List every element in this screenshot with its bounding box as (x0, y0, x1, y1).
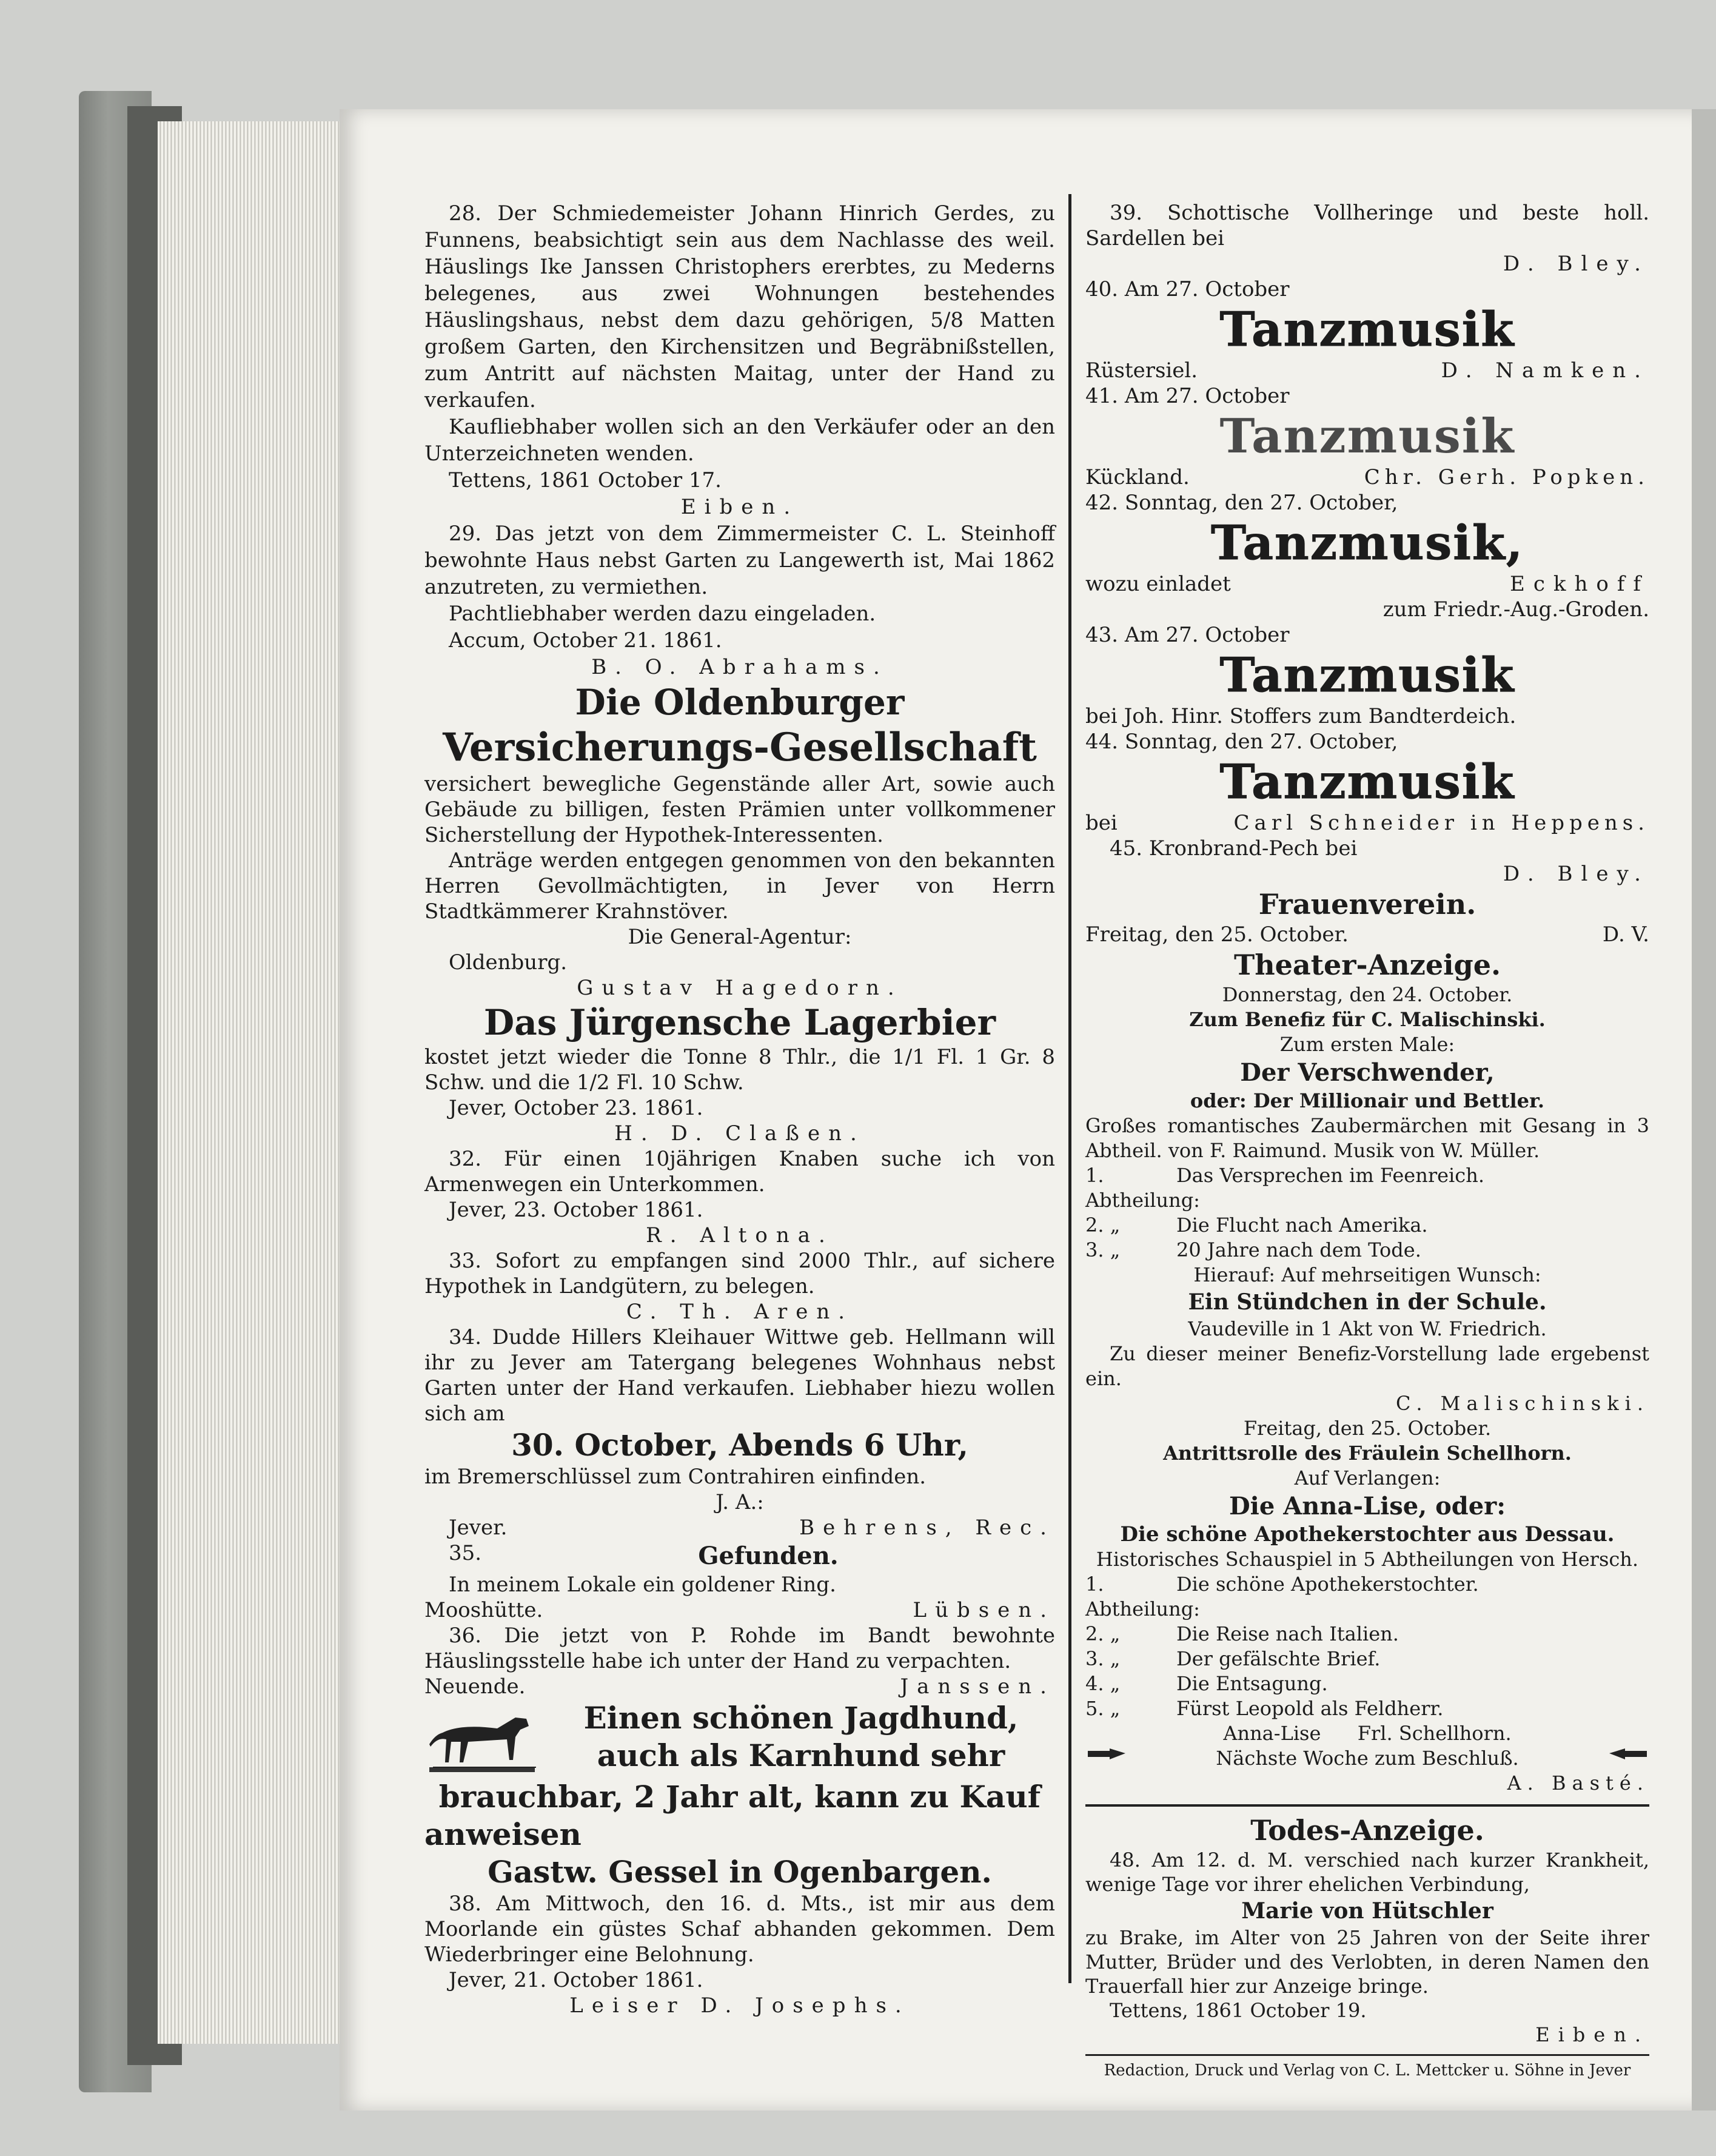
theater-play3: Ein Stündchen in der Schule. (1188, 1289, 1547, 1315)
ad-36-footer (424, 1674, 1055, 1699)
frauen-signature: D. V. (1602, 922, 1649, 947)
dog-line-5: Gastw. Gessel in Ogenbargen. (488, 1854, 992, 1890)
theater-play5: Die schöne Apothekerstochter aus Dessau. (1120, 1522, 1615, 1546)
theater-play: Der Verschwender, (1240, 1058, 1495, 1087)
death-title: Todes-Anzeige. (1250, 1814, 1484, 1847)
ad-35 (424, 1540, 1055, 1623)
theater-date2: Freitag, den 25. October. (1243, 1417, 1492, 1440)
ad-42-place: wozu einladet (1085, 572, 1231, 596)
ad-44 (1085, 729, 1649, 836)
act-title: Fürst Leopold als Feldherr. (1176, 1697, 1444, 1720)
ad-42-footer (1085, 571, 1649, 597)
theater-signature: A. Basté. (1507, 1771, 1649, 1795)
theater-date: Donnerstag, den 24. October. (1222, 983, 1513, 1006)
theater-act-row (1085, 1696, 1649, 1721)
ad-35-title: Gefunden. (698, 1542, 839, 1570)
act-title: Die Entsagung. (1176, 1672, 1328, 1695)
theater-act-row (1085, 1647, 1649, 1671)
act-number: 1. Abtheilung: (1085, 1164, 1200, 1212)
pointing-hand-icon (1607, 1746, 1649, 1762)
theater-cast-role: Anna-Lise (1223, 1722, 1321, 1745)
ad-42 (1085, 490, 1649, 622)
ad-36 (424, 1623, 1055, 1699)
ad-42-sub: zum Friedr.-Aug.-Groden. (1383, 597, 1649, 622)
ad-43-title: Tanzmusik (1219, 648, 1515, 703)
ad-40-footer (1085, 358, 1649, 383)
ad-34-signature: Behrens, Rec. (799, 1516, 1055, 1540)
insurance-title-2: Versicherungs-Gesellschaft (443, 725, 1037, 770)
ad-38-date: Jever, 21. October 1861. (449, 1968, 703, 1992)
ad-32-date: Jever, 23. October 1861. (449, 1198, 703, 1222)
ad-death-notice (1085, 1813, 1649, 2047)
section-rule (1085, 1804, 1649, 1807)
frauen-title: Frauenverein. (1258, 888, 1476, 921)
ad-34-ia: J. A.: (716, 1490, 764, 1514)
facing-page-edge (1692, 109, 1716, 2111)
ad-35-place: Mooshütte. (424, 1598, 543, 1622)
frauen-footer (1085, 922, 1649, 947)
ad-28-signature: Eiben. (680, 495, 799, 519)
beer-date: Jever, October 23. 1861. (449, 1096, 703, 1120)
theater-close: Nächste Woche zum Beschluß. (1216, 1747, 1519, 1770)
theater-act-row (1085, 1572, 1649, 1622)
beer-title: Das Jürgensche Lagerbier (483, 1002, 996, 1043)
dog-header-lines (547, 1699, 1055, 1775)
dog-line-4: anweisen (424, 1816, 581, 1852)
ad-36-signature: Janssen. (900, 1674, 1055, 1699)
ad-42-title: Tanzmusik, (1210, 515, 1524, 571)
ad-38-text: 38. Am Mittwoch, den 16. d. Mts., ist mir aus dem Moorlande ein güstes Schaf abhanden gekommen. Dem Wiederbringer eine Belohnung. (424, 1892, 1055, 1967)
ad-40-place: Rüstersiel. (1085, 358, 1198, 383)
ad-43 (1085, 622, 1649, 729)
theater-play4: Die Anna-Lise, oder: (1228, 1492, 1506, 1520)
act-number: 4. „ (1085, 1672, 1121, 1695)
insurance-place: Oldenburg. (449, 950, 568, 975)
ad-38 (424, 1891, 1055, 2018)
theater-act-row (1085, 1213, 1649, 1238)
ad-29-date: Accum, October 21. 1861. (449, 628, 722, 653)
beer-text: kostet jetzt wieder die Tonne 8 Thlr., die 1/1 Fl. 1 Gr. 8 Schw. und die 1/2 Fl. 10 Schw. (424, 1045, 1055, 1095)
ad-dog (424, 1699, 1055, 1891)
act-title: Die Reise nach Italien. (1176, 1622, 1399, 1645)
imprint-footer: Redaction, Druck und Verlag von C. L. Mettcker u. Söhne in Jever (1085, 2054, 1649, 2083)
act-number: 3. „ (1085, 1647, 1121, 1670)
theater-play2: oder: Der Millionair und Bettler. (1190, 1089, 1545, 1112)
ad-39-signature: D. Bley. (1503, 252, 1649, 276)
ad-41-footer (1085, 465, 1649, 490)
ad-28-date: Tettens, 1861 October 17. (449, 468, 722, 492)
theater-first: Zum ersten Male: (1279, 1033, 1455, 1056)
insurance-text: versichert bewegliche Gegenstände aller Art, sowie auch Gebäude zu billigen, festen Prämien unter vollkommener Sicherstellung der Hypothek-Interessenten. (424, 772, 1055, 847)
ad-44-signature: Carl Schneider in Heppens. (1233, 811, 1649, 835)
insurance-agency: Die General-Agentur: (628, 925, 852, 949)
ad-45 (1085, 836, 1649, 887)
ad-28 (424, 200, 1055, 520)
ad-34-date-big: 30. October, Abends 6 Uhr, (511, 1427, 968, 1463)
ad-34-footer (424, 1515, 1055, 1540)
ad-44-footer (1085, 810, 1649, 836)
theater-act-row (1085, 1163, 1649, 1213)
ad-45-signature: D. Bley. (1503, 862, 1649, 886)
act-number: 1. Abtheilung: (1085, 1573, 1200, 1620)
ad-34-place: Jever. (449, 1516, 508, 1540)
ad-29-text: 29. Das jetzt von dem Zimmermeister C. L. Steinhoff bewohnte Haus nebst Garten zu Langewerth ist, Mai 1862 anzutreten, zu vermiethen. (424, 522, 1055, 599)
death-text2: zu Brake, im Alter von 25 Jahren von der Seite ihrer Mutter, Brüder und des Verlobten, in deren Namen den Trauerfall hier zur Anzeige bringe. (1085, 1926, 1649, 1998)
death-text: 48. Am 12. d. M. verschied nach kurzer Krankheit, wenige Tage vor ihrer ehelichen Verbindung, (1085, 1849, 1649, 1896)
act-title: Die Flucht nach Amerika. (1176, 1214, 1428, 1237)
ad-29-text2: Pachtliebhaber werden dazu eingeladen. (449, 602, 876, 626)
ad-36-text: 36. Die jetzt von P. Rohde im Bandt bewohnte Häuslingsstelle habe ich unter der Hand zu verpachten. (424, 1624, 1055, 1673)
ad-theater (1085, 947, 1649, 1796)
act-number: 5. „ (1085, 1697, 1121, 1720)
theater-invite-signature: C. Malischinski. (1395, 1392, 1649, 1415)
dog-line-2: auch als Karnhund sehr (597, 1738, 1005, 1773)
ad-43-line: 43. Am 27. October (1085, 623, 1290, 647)
ad-35-signature: Lübsen. (913, 1598, 1055, 1622)
ad-41-title: Tanzmusik (1219, 409, 1515, 464)
theater-act-row (1085, 1622, 1649, 1647)
death-date: Tettens, 1861 October 19. (1110, 1999, 1367, 2022)
ad-32-signature: R. Altona. (646, 1223, 834, 1248)
theater-close-row (1085, 1746, 1649, 1771)
ad-36-place: Neuende. (424, 1674, 526, 1699)
ad-28-text: 28. Der Schmiedemeister Johann Hinrich Gerdes, zu Funnens, beabsichtigt sein aus dem Nachlasse des weil. Häuslings Ike Janssen Christophers ererbtes, zu Mederns belegenes, aus zwei Wohnungen bestehendes Häuslingshaus, nebst dem dazu gehörigen, 5/8 Matten großem Garten, den Kirchensitzen und Begräbnißstellen, zum Antritt auf nächsten Maitag, unter der Hand zu verkaufen. (424, 201, 1055, 412)
act-title: Der gefälschte Brief. (1176, 1647, 1381, 1670)
theater-request: Auf Verlangen: (1294, 1466, 1441, 1489)
act-title: 20 Jahre nach dem Tode. (1176, 1238, 1421, 1261)
page-stack (158, 121, 358, 2044)
dog-line-1: Einen schönen Jagdhund, (583, 1700, 1019, 1736)
death-signature: Eiben. (1535, 2023, 1649, 2046)
act-number: 3. „ (1085, 1238, 1121, 1261)
ad-34-text2: im Bremerschlüssel zum Contrahiren einfinden. (424, 1465, 927, 1489)
theater-desc2: Historisches Schauspiel in 5 Abtheilungen von Hersch. (1096, 1548, 1639, 1571)
ad-44-line: 44. Sonntag, den 27. October, (1085, 730, 1398, 754)
ad-40-title: Tanzmusik (1219, 302, 1515, 357)
theater-acts (1085, 1163, 1649, 1263)
ad-41-line: 41. Am 27. October (1085, 384, 1290, 408)
ad-41 (1085, 383, 1649, 490)
theater-desc: Großes romantisches Zaubermärchen mit Gesang in 3 Abtheil. von F. Raimund. Musik von W. Müller. (1085, 1114, 1649, 1162)
dog-header-row (424, 1699, 1055, 1778)
ad-33-signature: C. Th. Aren. (626, 1300, 854, 1324)
beer-signature: H. D. Claßen. (614, 1121, 865, 1146)
ad-40-signature: D. Namken. (1441, 358, 1649, 383)
ad-29-signature: B. O. Abrahams. (591, 655, 888, 679)
death-name: Marie von Hütschler (1241, 1898, 1493, 1924)
ad-44-place: bei (1085, 811, 1118, 835)
ad-33 (424, 1248, 1055, 1325)
theater-cast-name: Frl. Schellhorn. (1357, 1722, 1512, 1745)
theater-act-row (1085, 1238, 1649, 1263)
ad-40 (1085, 277, 1649, 383)
theater-benefit: Zum Benefiz für C. Malischinski. (1189, 1008, 1546, 1031)
insurance-text2: Anträge werden entgegen genommen von den bekannten Herren Gevollmächtigten, in Jever von Herrn Stadtkämmerer Krahnstöver. (424, 848, 1055, 924)
ad-32-text: 32. Für einen 10jährigen Knaben suche ich von Armenwegen ein Unterkommen. (424, 1147, 1055, 1197)
ad-45-text: 45. Kronbrand-Pech bei (1110, 836, 1358, 861)
theater-vaudeville: Vaudeville in 1 Akt von W. Friedrich. (1188, 1317, 1547, 1340)
theater-then: Hierauf: Auf mehrseitigen Wunsch: (1193, 1263, 1541, 1286)
ad-34 (424, 1325, 1055, 1540)
ad-beer (424, 1001, 1055, 1146)
ad-35-number: 35. (449, 1541, 482, 1565)
ad-41-place: Kückland. (1085, 465, 1190, 489)
ad-42-line: 42. Sonntag, den 27. October, (1085, 491, 1398, 515)
pointing-hand-icon (1085, 1746, 1128, 1762)
ad-28-text2: Kaufliebhaber wollen sich an den Verkäufer oder an den Unterzeichneten wenden. (424, 415, 1055, 466)
ad-35-text: In meinem Lokale ein goldener Ring. (449, 1573, 836, 1597)
insurance-title-1: Die Oldenburger (575, 682, 905, 723)
theater-role: Antrittsrolle des Fräulein Schellhorn. (1163, 1442, 1572, 1465)
right-column (1085, 200, 1649, 2080)
ad-40-line: 40. Am 27. October (1085, 277, 1290, 301)
ad-32 (424, 1146, 1055, 1248)
act-title: Das Versprechen im Feenreich. (1176, 1164, 1484, 1187)
ad-35-header (424, 1540, 1055, 1572)
ad-insurance (424, 680, 1055, 1001)
act-title: Die schöne Apothekerstochter. (1176, 1573, 1479, 1596)
ad-39 (1085, 200, 1649, 277)
ad-43-signature: bei Joh. Hinr. Stoffers zum Bandterdeich. (1085, 704, 1517, 728)
frauen-date: Freitag, den 25. October. (1085, 922, 1349, 947)
theater-cast (1085, 1721, 1649, 1746)
theater-acts-2 (1085, 1572, 1649, 1721)
ad-44-title: Tanzmusik (1219, 754, 1515, 810)
ad-33-text: 33. Sofort zu empfangen sind 2000 Thlr., auf sichere Hypothek in Landgütern, zu belegen. (424, 1249, 1055, 1298)
dog-line-3: brauchbar, 2 Jahr alt, kann zu Kauf (438, 1779, 1041, 1815)
ad-35-footer (424, 1597, 1055, 1623)
left-column (424, 200, 1055, 2032)
ad-34-text: 34. Dudde Hillers Kleihauer Wittwe geb. Hellmann will ihr zu Jever am Tatergang belegenes Wohnhaus nebst Garten unter der Hand verkaufen. Liebhaber hiezu wollen sich am (424, 1325, 1055, 1426)
act-number: 2. „ (1085, 1214, 1121, 1237)
ad-41-signature: Chr. Gerh. Popken. (1364, 465, 1649, 489)
dog-illustration (424, 1699, 540, 1778)
act-number: 2. „ (1085, 1622, 1121, 1645)
column-rule (1068, 194, 1071, 1983)
theater-title: Theater-Anzeige. (1233, 949, 1501, 981)
ad-39-text: 39. Schottische Vollheringe und beste holl. Sardellen bei (1085, 201, 1649, 250)
theater-invite: Zu dieser meiner Benefiz-Vorstellung lade ergebenst ein. (1085, 1342, 1649, 1390)
insurance-signature: Gustav Hagedorn. (577, 976, 903, 1000)
ad-29 (424, 520, 1055, 680)
theater-act-row (1085, 1671, 1649, 1696)
ad-38-signature: Leiser D. Josephs. (569, 1993, 910, 2018)
ad-frauenverein (1085, 887, 1649, 947)
ad-42-signature: Eckhoff (1510, 572, 1649, 596)
